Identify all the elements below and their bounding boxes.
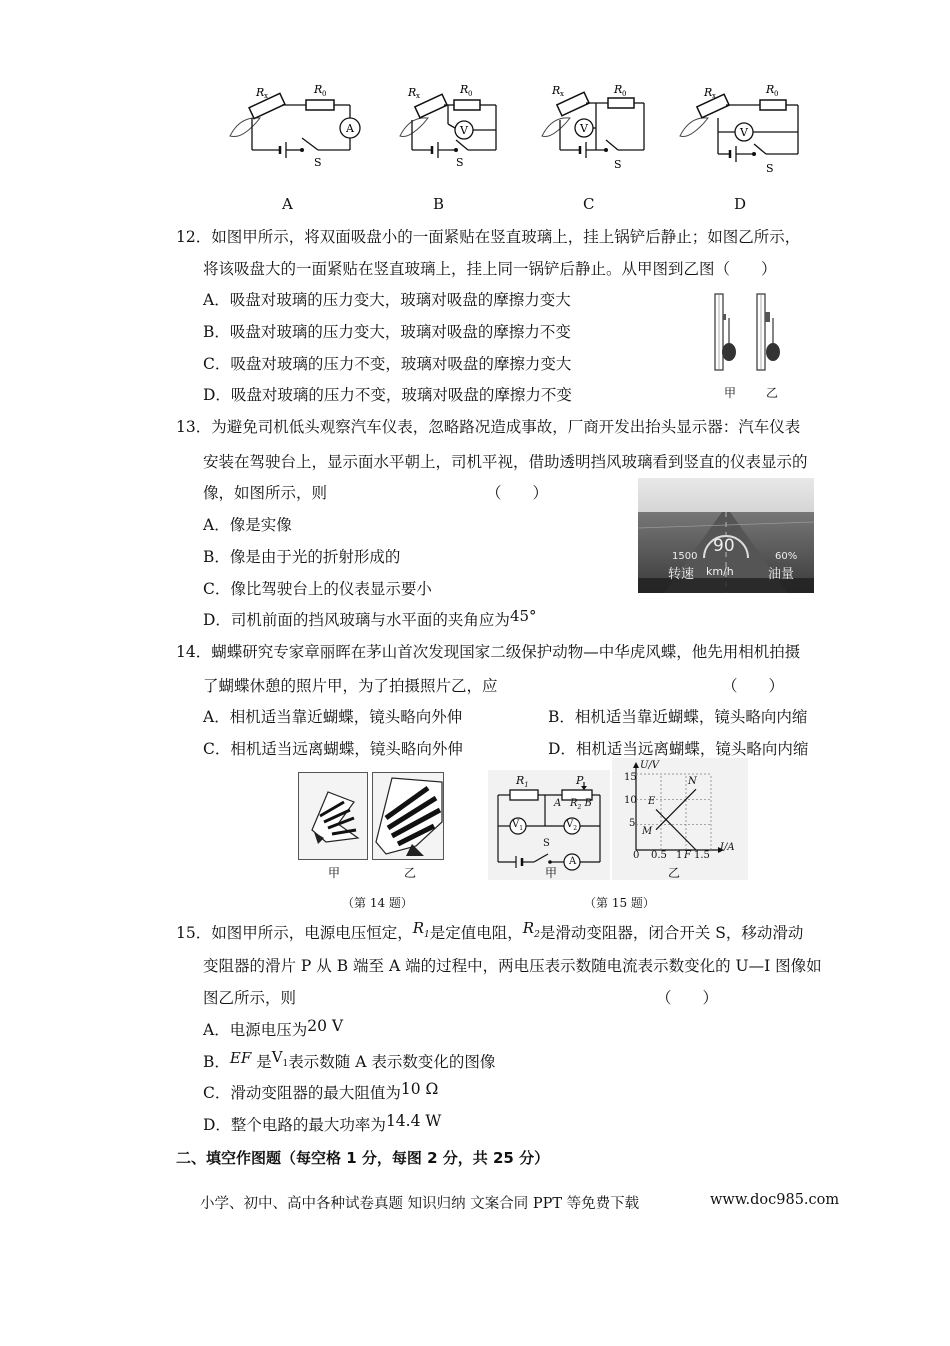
q15-option-a-text: A．电源电压为 (203, 1021, 308, 1039)
hud-speed: 90 (713, 536, 735, 556)
svg-text:R: R (552, 84, 561, 97)
ui-graph-ytick-5: 5 (629, 818, 636, 829)
svg-text:R: R (766, 83, 775, 96)
q15-caption: （第 15 题） (584, 896, 655, 910)
q14-stem-line1: 14．蝴蝶研究专家章丽晖在茅山首次发现国家二级保护动物—中华虎风蝶，他先用相机拍摄 (176, 643, 801, 661)
q15-circuit-v2-label: $V_2$ (566, 819, 578, 832)
ui-graph-ytick-10: 10 (624, 795, 637, 806)
q15-option-d-text: D．整个电路的最大功率为 (203, 1116, 386, 1134)
q15-option-a-value: 20 V (307, 1017, 344, 1035)
svg-text:x: x (712, 92, 716, 100)
q12-stem-line1: 12．如图甲所示，将双面吸盘小的一面紧贴在竖直玻璃上，挂上锅铲后静止；如图乙所示， (176, 228, 801, 246)
ui-graph-ytick-15: 15 (624, 772, 637, 783)
ui-graph-xtick-1: 1 (676, 850, 683, 861)
q13-option-a: A．像是实像 (203, 516, 292, 534)
svg-text:S: S (766, 162, 774, 175)
hud-rpm-label: 转速 (668, 567, 695, 582)
svg-text:S: S (456, 156, 464, 169)
q15-circuit-v1-label: $V_1$ (512, 819, 524, 832)
svg-text:R: R (314, 83, 323, 96)
svg-text:V: V (460, 124, 468, 137)
q15-option-b-v1 (271, 1048, 289, 1069)
ui-graph-xlabel: I/A (720, 842, 735, 853)
q15-stem-line1 (176, 919, 804, 951)
svg-text:x: x (416, 92, 420, 100)
section2-title: 二、填空作图题（每空格 1 分，每图 2 分，共 25 分） (176, 1149, 550, 1167)
q15-circuit-r1-label: $R_1$ (516, 774, 529, 790)
q13-stem-line1: 13．为避免司机低头观察汽车仪表，忽略路况造成事故，厂商开发出抬头显示器：汽车仪表 (176, 418, 801, 436)
q15-option-b (203, 1048, 496, 1080)
q15-r2-symbol (522, 919, 540, 940)
ui-graph-xtick-0: 0 (633, 850, 640, 861)
svg-text:x: x (264, 92, 268, 100)
ui-graph-xtick-0-5: 0.5 (651, 850, 667, 861)
ui-graph-ylabel: U/V (640, 760, 660, 771)
q15-r1-symbol (412, 919, 430, 940)
q15-fig-label-yi: 乙 (668, 866, 681, 880)
svg-text:A: A (346, 122, 354, 135)
svg-text:V: V (740, 126, 748, 139)
q11-label-a: A (282, 195, 293, 213)
q15-stem-part-a: 15．如图甲所示，电源电压恒定， (176, 924, 413, 942)
q15-fig-label-jia: 甲 (545, 866, 558, 880)
q15-r2-subscript: 2 (534, 930, 540, 940)
q15-r1-letter: R (412, 919, 425, 937)
q12-fig-label-yi: 乙 (766, 386, 779, 400)
q12-option-c: C．吸盘对玻璃的压力不变，玻璃对吸盘的摩擦力变大 (203, 355, 572, 373)
q15-circuit-r2-label: $R_2$ B (570, 798, 592, 811)
q14-butterfly-photo-yi (372, 772, 444, 862)
hud-fuel: 60% (775, 551, 798, 562)
q14-option-c: C．相机适当远离蝴蝶，镜头略向外伸 (203, 740, 463, 758)
q14-caption: （第 14 题） (342, 896, 413, 910)
svg-text:S: S (614, 158, 622, 171)
q14-option-a: A．相机适当靠近蝴蝶，镜头略向外伸 (203, 708, 463, 726)
q13-option-c: C．像比驾驶台上的仪表显示要小 (203, 580, 432, 598)
ui-graph-xtick-f: F (684, 850, 691, 861)
hud-fuel-label: 油量 (768, 567, 795, 582)
ui-graph-point-n: N (688, 776, 697, 787)
hud-unit: km/h (706, 565, 734, 578)
q13-option-d-text: D．司机前面的挡风玻璃与水平面的夹角应为 (203, 611, 510, 629)
q15-answer-paren: （ ） (656, 989, 719, 1007)
q15-option-b-v-sub: 1 (282, 1059, 289, 1069)
q15-circuit-p-label: P (576, 774, 584, 787)
q13-option-d (203, 609, 537, 631)
q15-stem-line3: 图乙所示，则 (203, 989, 297, 1007)
q15-circuit-a-label: A (554, 798, 562, 809)
q15-option-b-mid: 是 (256, 1053, 272, 1071)
footer-url[interactable]: www.doc985.com (710, 1192, 840, 1208)
q11-circuit-d (678, 78, 808, 178)
q15-option-d-value: 14.4 W (385, 1112, 442, 1130)
ui-graph-point-e: E (648, 796, 656, 807)
q13-stem-line3: 像，如图所示，则 (203, 484, 328, 502)
svg-text:V: V (580, 122, 588, 135)
q12-option-b: B．吸盘对玻璃的压力变大，玻璃对吸盘的摩擦力不变 (203, 323, 571, 341)
q14-option-d: D．相机适当远离蝴蝶，镜头略向内缩 (548, 740, 809, 758)
svg-text:x: x (560, 90, 564, 98)
q14-fig-label-jia: 甲 (328, 866, 341, 880)
q11-circuit-a (222, 78, 362, 178)
q15-stem-line2: 变阻器的滑片 P 从 B 端至 A 端的过程中，两电压表示数随电流表示数变化的 U—I 图像如 (203, 957, 822, 975)
svg-text:R: R (256, 86, 265, 99)
q12-stem-line2: 将该吸盘大的一面紧贴在竖直玻璃上，挂上同一锅铲后静止。从甲图到乙图（ ） (203, 260, 777, 278)
svg-text:R: R (408, 86, 417, 99)
q15-stem-part-c: 是滑动变阻器，闭合开关 S，移动滑动 (539, 924, 804, 942)
q15-circuit-ammeter-label: A (569, 856, 577, 867)
q11-label-d: D (734, 195, 747, 213)
q11-circuit-b (398, 78, 503, 178)
q15-circuit-s-label: S (543, 838, 550, 849)
svg-text:0: 0 (468, 90, 473, 98)
svg-text:R: R (704, 86, 713, 99)
q15-option-a (203, 1019, 343, 1041)
ui-graph-point-m: M (642, 826, 653, 837)
q13-stem-line2: 安装在驾驶台上，显示面水平朝上，司机平视，借助透明挡风玻璃看到竖直的仪表显示的 (203, 453, 808, 471)
q15-option-c-value: 10 Ω (400, 1080, 439, 1098)
q15-option-b-post: 表示数随 A 表示数变化的图像 (288, 1053, 496, 1071)
q13-angle-value: 45° (509, 607, 537, 625)
q15-option-b-prefix: B． (203, 1053, 230, 1071)
svg-text:R: R (460, 83, 469, 96)
q15-stem-part-b: 是定值电阻， (429, 924, 523, 942)
svg-text:0: 0 (622, 90, 627, 98)
q15-r1-subscript: 1 (424, 930, 430, 940)
q15-r2-letter: R (522, 919, 535, 937)
q15-option-b-v-letter: V (271, 1048, 283, 1066)
footer-text: 小学、初中、高中各种试卷真题 知识归纳 文案合同 PPT 等免费下载 (200, 1196, 640, 1212)
q12-suction-cup-figure (705, 292, 795, 372)
q12-option-a: A．吸盘对玻璃的压力变大，玻璃对吸盘的摩擦力变大 (203, 291, 571, 309)
q13-option-b: B．像是由于光的折射形成的 (203, 548, 401, 566)
q14-option-b: B．相机适当靠近蝴蝶，镜头略向内缩 (548, 708, 808, 726)
q12-option-d: D．吸盘对玻璃的压力不变，玻璃对吸盘的摩擦力不变 (203, 386, 572, 404)
q11-circuit-c (540, 78, 650, 178)
q13-answer-paren: （ ） (486, 484, 549, 502)
q15-option-b-ef: EF (229, 1049, 252, 1067)
q15-option-c (203, 1082, 438, 1104)
q15-option-c-text: C．滑动变阻器的最大阻值为 (203, 1084, 401, 1102)
q14-butterfly-photo-jia (298, 772, 368, 862)
svg-text:R: R (614, 83, 623, 96)
svg-text:0: 0 (774, 90, 779, 98)
q15-option-d (203, 1114, 441, 1136)
ui-graph-xtick-1-5: 1.5 (694, 850, 710, 861)
q14-stem-line2: 了蝴蝶休憩的照片甲，为了拍摄照片乙，应 (203, 677, 498, 695)
svg-text:S: S (314, 156, 322, 169)
hud-rpm: 1500 (672, 551, 698, 562)
q11-label-c: C (583, 195, 595, 213)
q12-fig-label-jia: 甲 (724, 386, 737, 400)
q14-answer-paren: （ ） (722, 677, 785, 695)
q14-fig-label-yi: 乙 (404, 866, 417, 880)
q11-label-b: B (433, 195, 445, 213)
svg-text:0: 0 (322, 90, 327, 98)
